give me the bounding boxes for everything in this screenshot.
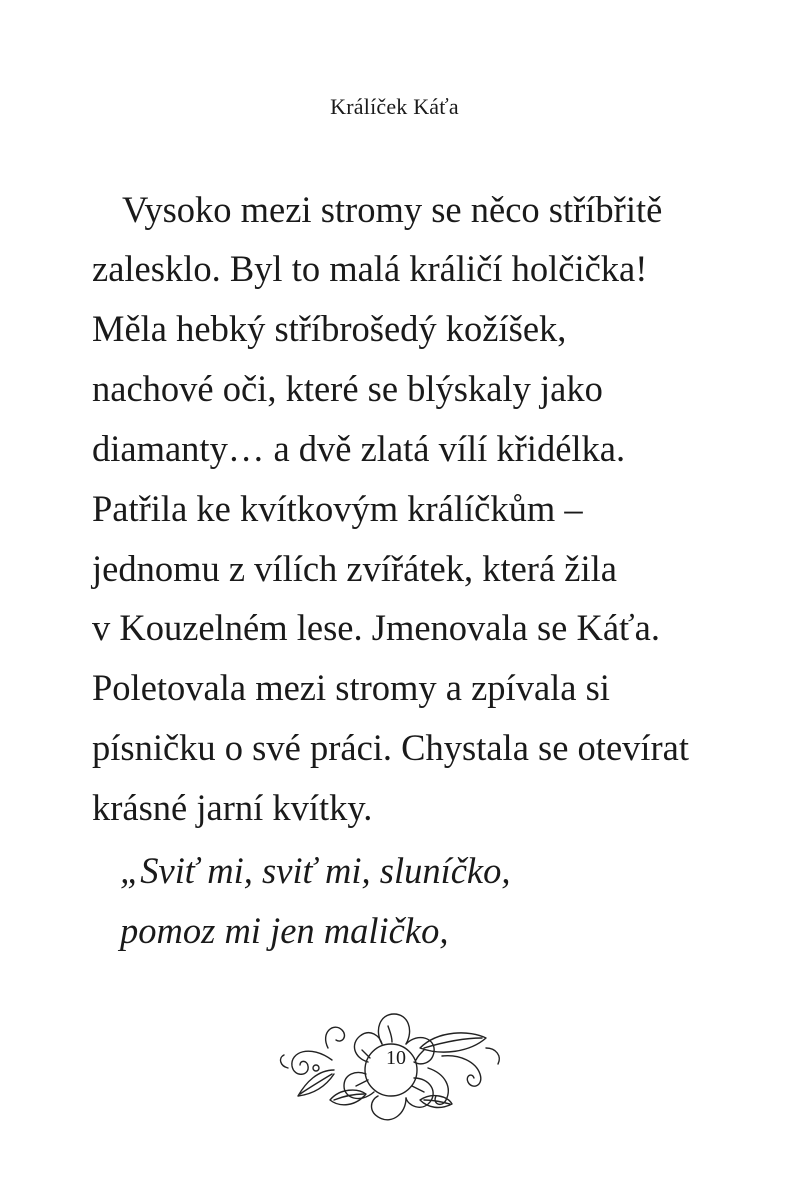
page-number: 10 [386, 1047, 406, 1069]
text-line: diamanty… a dvě zlatá vílí křidélka. [92, 428, 626, 469]
text-line: Měla hebký stříbrošedý kožíšek, [92, 308, 567, 349]
verse-line: „Sviť mi, sviť mi, sluníčko, [120, 850, 511, 891]
text-line: v Kouzelném lese. Jmenovala se Káťa. [92, 607, 660, 648]
text-line: Vysoko mezi stromy se něco stříbřitě [122, 189, 663, 230]
text-line: Patřila ke kvítkovým králíčkům – [92, 488, 583, 529]
text-line: písničku o své práci. Chystala se otevírat [92, 727, 690, 768]
running-title: Králíček Káťa [330, 94, 459, 119]
text-line: krásné jarní kvítky. [92, 787, 373, 828]
verse-line: pomoz mi jen maličko, [120, 910, 449, 951]
flower-ornament-icon [270, 1008, 520, 1130]
text-line: nachové oči, které se blýskaly jako [92, 368, 603, 409]
text-line: Poletovala mezi stromy a zpívala si [92, 667, 610, 708]
text-line: zalesklo. Byl to malá králičí holčička! [92, 248, 648, 289]
text-line: jednomu z vílích zvířátek, která žila [92, 548, 617, 589]
